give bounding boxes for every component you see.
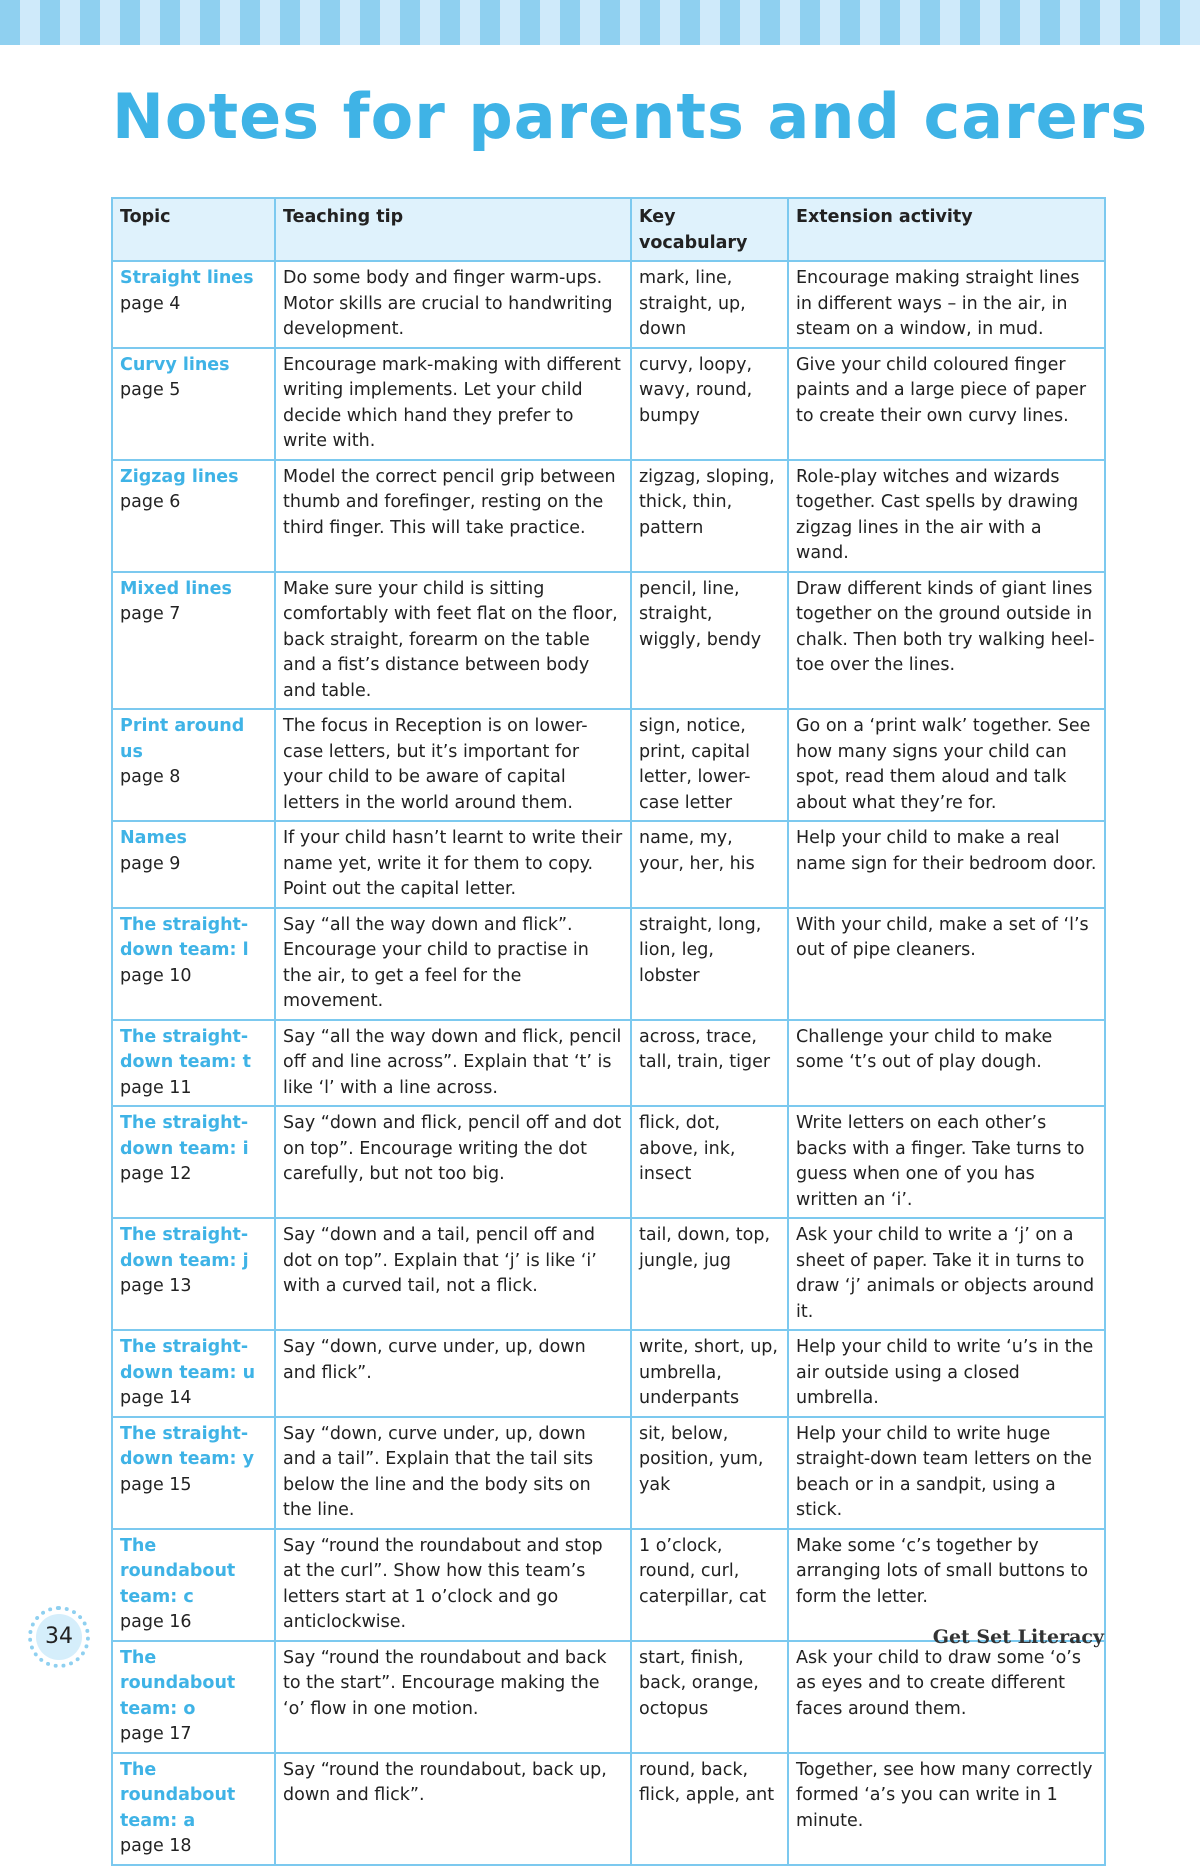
- vocab-cell: sit, below, position, yum, yak: [631, 1417, 788, 1529]
- activity-cell: Help your child to write huge straight-down team letters on the beach or in a sandpit, using a stick.: [788, 1417, 1105, 1529]
- tip-cell: Say “all the way down and flick, pencil off and line across”. Explain that ‘t’ is like ‘l’ with a line across.: [275, 1020, 631, 1107]
- activity-cell: Help your child to make a real name sign for their bedroom door.: [788, 821, 1105, 908]
- header-topic: Topic: [112, 198, 275, 261]
- vocab-cell: write, short, up, umbrella, underpants: [631, 1330, 788, 1417]
- decorative-top-band: [0, 0, 1200, 45]
- topic-name: Names: [120, 828, 187, 848]
- table-row: [112, 348, 1105, 460]
- topic-page: page 8: [120, 767, 181, 787]
- vocab-cell: tail, down, top, jungle, jug: [631, 1218, 788, 1330]
- tip-cell: Say “down, curve under, up, down and a tail”. Explain that the tail sits below the line and the body sits on the line.: [275, 1417, 631, 1529]
- topic-cell: [112, 1330, 275, 1417]
- activity-cell: Make some ‘c’s together by arranging lots of small buttons to form the letter.: [788, 1529, 1105, 1641]
- vocab-cell: start, finish, back, orange, octopus: [631, 1641, 788, 1753]
- topic-page: page 10: [120, 965, 192, 986]
- topic-page: page 16: [120, 1612, 192, 1632]
- topic-page: page 15: [120, 1474, 192, 1495]
- vocab-cell: curvy, loopy, wavy, round, bumpy: [631, 348, 788, 460]
- vocab-cell: straight, long, lion, leg, lobster: [631, 908, 788, 1020]
- activity-cell: Ask your child to draw some ‘o’s as eyes and to create different faces around them.: [788, 1641, 1105, 1753]
- topic-name: The roundabout team: o: [120, 1647, 236, 1719]
- activity-cell: Give your child coloured finger paints and a large piece of paper to create their own curvy lines.: [788, 348, 1105, 460]
- vocab-cell: 1 o’clock, round, curl, caterpillar, cat: [631, 1529, 788, 1641]
- table-row: [112, 460, 1105, 572]
- page-title: Notes for parents and carers: [112, 80, 1149, 153]
- topic-page: page 17: [120, 1724, 192, 1744]
- table-row: [112, 1218, 1105, 1330]
- topic-cell: [112, 572, 275, 710]
- tip-cell: If your child hasn’t learnt to write their name yet, write it for them to copy. Point out the capital letter.: [275, 821, 631, 908]
- table-row: [112, 709, 1105, 821]
- table-row: [112, 1330, 1105, 1417]
- topic-page: page 6: [120, 492, 181, 512]
- activity-cell: Go on a ‘print walk’ together. See how many signs your child can spot, read them aloud and talk about what they’re for.: [788, 709, 1105, 821]
- tip-cell: Say “down and a tail, pencil off and dot on top”. Explain that ‘j’ is like ‘i’ with a curved tail, not a flick.: [275, 1218, 631, 1330]
- topic-cell: [112, 908, 275, 1020]
- activity-cell: Write letters on each other’s backs with a finger. Take turns to guess when one of you has written an ‘i’.: [788, 1106, 1105, 1218]
- topic-page: page 9: [120, 853, 181, 874]
- topic-cell: [112, 1218, 275, 1330]
- vocab-cell: mark, line, straight, up, down: [631, 261, 788, 348]
- topic-name: The roundabout team: c: [120, 1535, 236, 1607]
- tip-cell: Say “round the roundabout, back up, down and flick”.: [275, 1753, 631, 1865]
- vocab-cell: name, my, your, her, his: [631, 821, 788, 908]
- topic-name: The straight-down team: y: [120, 1423, 255, 1469]
- tip-cell: Say “all the way down and flick”. Encourage your child to practise in the air, to get a feel for the movement.: [275, 908, 631, 1020]
- topic-page: page 4: [120, 293, 181, 314]
- vocab-cell: flick, dot, above, ink, insect: [631, 1106, 788, 1218]
- topic-cell: [112, 1106, 275, 1218]
- vocab-cell: zigzag, sloping, thick, thin, pattern: [631, 460, 788, 572]
- activity-cell: Draw different kinds of giant lines together on the ground outside in chalk. Then both try walking heel-toe over the lines.: [788, 572, 1105, 710]
- topic-name: The straight-down team: u: [120, 1337, 256, 1383]
- header-teaching-tip: Teaching tip: [275, 198, 631, 261]
- activity-cell: Help your child to write ‘u’s in the air outside using a closed umbrella.: [788, 1330, 1105, 1417]
- topic-name: The straight-down team: j: [120, 1225, 249, 1271]
- table-row: [112, 1106, 1105, 1218]
- topic-name: The straight-down team: t: [120, 1026, 252, 1072]
- activity-cell: Challenge your child to make some ‘t’s out of play dough.: [788, 1020, 1105, 1107]
- topic-page: page 13: [120, 1276, 192, 1296]
- topic-cell: [112, 1753, 275, 1865]
- topic-name: Mixed lines: [120, 578, 232, 599]
- table-row: [112, 1417, 1105, 1529]
- tip-cell: Encourage mark-making with different writing implements. Let your child decide which hand they prefer to write with.: [275, 348, 631, 460]
- tip-cell: Say “down and flick, pencil off and dot on top”. Encourage writing the dot carefully, but not too big.: [275, 1106, 631, 1218]
- topic-cell: [112, 1020, 275, 1107]
- table-row: [112, 572, 1105, 710]
- topic-name: Straight lines: [120, 268, 254, 288]
- topic-cell: [112, 1529, 275, 1641]
- topic-page: page 11: [120, 1077, 192, 1098]
- vocab-cell: pencil, line, straight, wiggly, bendy: [631, 572, 788, 710]
- table-row: [112, 821, 1105, 908]
- topic-cell: [112, 1417, 275, 1529]
- tip-cell: Make sure your child is sitting comfortably with feet flat on the floor, back straight, forearm on the table and a fist’s distance between body and table.: [275, 572, 631, 710]
- table-header-row: [112, 198, 1105, 261]
- header-extension-activity: Extension activity: [788, 198, 1105, 261]
- tip-cell: Say “round the roundabout and stop at the curl”. Show how this team’s letters start at 1 o’clock and go anticlockwise.: [275, 1529, 631, 1641]
- topic-name: The straight-down team: i: [120, 1113, 249, 1159]
- topic-cell: [112, 348, 275, 460]
- tip-cell: Model the correct pencil grip between thumb and forefinger, resting on the third finger. This will take practice.: [275, 460, 631, 572]
- topic-name: Zigzag lines: [120, 466, 239, 487]
- vocab-cell: sign, notice, print, capital letter, lower-case letter: [631, 709, 788, 821]
- activity-cell: With your child, make a set of ‘l’s out of pipe cleaners.: [788, 908, 1105, 1020]
- topic-name: The straight-down team: l: [120, 914, 249, 960]
- table-row: [112, 908, 1105, 1020]
- topic-cell: [112, 460, 275, 572]
- activity-cell: Role-play witches and wizards together. Cast spells by drawing zigzag lines in the air with a wand.: [788, 460, 1105, 572]
- activity-cell: Together, see how many correctly formed ‘a’s you can write in 1 minute.: [788, 1753, 1105, 1865]
- table-row: [112, 1753, 1105, 1865]
- page-number: 34: [36, 1614, 82, 1660]
- topic-name: The roundabout team: a: [120, 1759, 236, 1831]
- footer-brand: Get Set Literacy: [932, 1626, 1104, 1648]
- table-row: [112, 261, 1105, 348]
- notes-table: [111, 197, 1106, 1866]
- tip-cell: The focus in Reception is on lower-case letters, but it’s important for your child to be aware of capital letters in the world around them.: [275, 709, 631, 821]
- topic-name: Print around us: [120, 716, 245, 762]
- activity-cell: Ask your child to write a ‘j’ on a sheet of paper. Take it in turns to draw ‘j’ animals or objects around it.: [788, 1218, 1105, 1330]
- tip-cell: Do some body and finger warm-ups. Motor skills are crucial to handwriting development.: [275, 261, 631, 348]
- tip-cell: Say “down, curve under, up, down and flick”.: [275, 1330, 631, 1417]
- table-row: [112, 1529, 1105, 1641]
- topic-cell: [112, 821, 275, 908]
- topic-page: page 18: [120, 1836, 192, 1856]
- table-row: [112, 1020, 1105, 1107]
- vocab-cell: across, trace, tall, train, tiger: [631, 1020, 788, 1107]
- vocab-cell: round, back, flick, apple, ant: [631, 1753, 788, 1865]
- topic-page: page 7: [120, 604, 181, 624]
- topic-page: page 14: [120, 1388, 192, 1408]
- page-number-badge: [28, 1606, 90, 1668]
- topic-cell: [112, 709, 275, 821]
- header-key-vocabulary: Key vocabulary: [631, 198, 788, 261]
- topic-page: page 5: [120, 380, 181, 400]
- tip-cell: Say “round the roundabout and back to the start”. Encourage making the ‘o’ flow in one motion.: [275, 1641, 631, 1753]
- topic-page: page 12: [120, 1164, 192, 1184]
- activity-cell: Encourage making straight lines in different ways – in the air, in steam on a window, in mud.: [788, 261, 1105, 348]
- topic-cell: [112, 261, 275, 348]
- topic-name: Curvy lines: [120, 354, 230, 375]
